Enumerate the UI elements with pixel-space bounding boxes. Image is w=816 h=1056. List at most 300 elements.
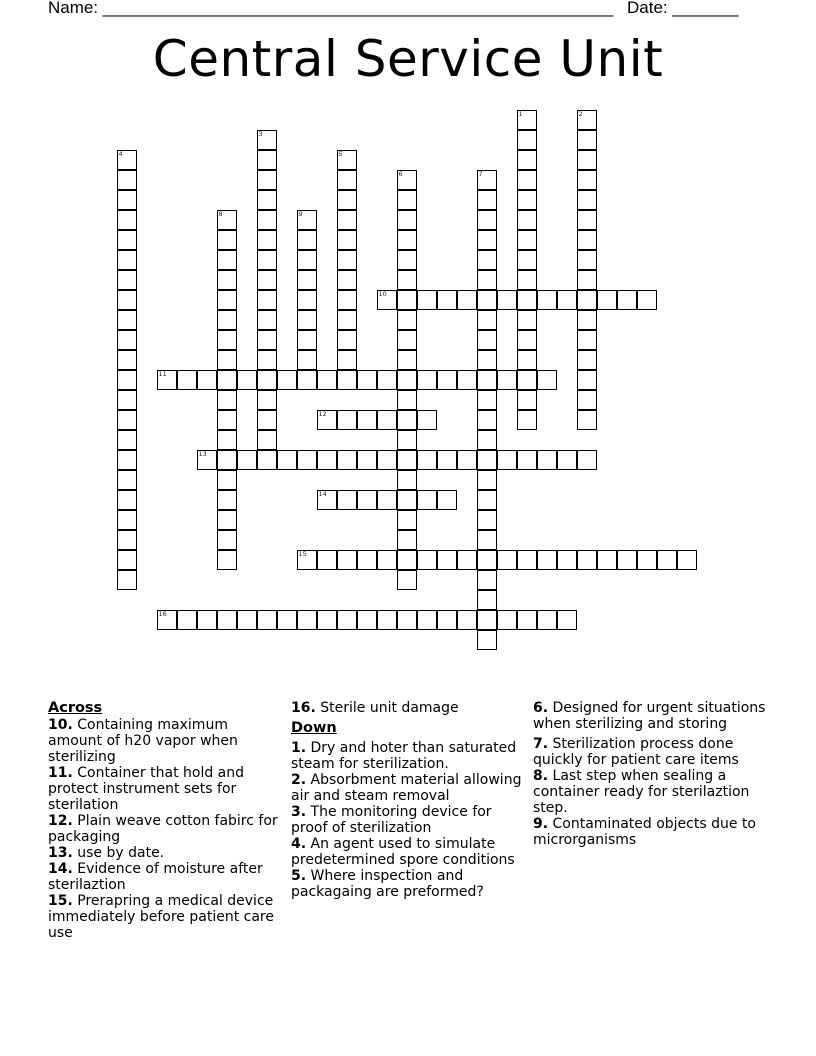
crossword-cell[interactable] <box>257 370 277 390</box>
crossword-cell[interactable] <box>217 330 237 350</box>
clue-text: Designed for urgent situations when sterilizing and storing <box>533 700 766 732</box>
crossword-cell[interactable] <box>677 550 697 570</box>
crossword-cell[interactable] <box>417 410 437 430</box>
crossword-cell[interactable] <box>357 410 377 430</box>
clue-text: Container that hold and protect instrument sets for sterilation <box>48 765 245 813</box>
crossword-cell[interactable] <box>517 330 537 350</box>
crossword-cell[interactable] <box>277 370 297 390</box>
crossword-cell[interactable] <box>397 270 417 290</box>
crossword-cell[interactable] <box>517 170 537 190</box>
crossword-cell[interactable] <box>577 230 597 250</box>
crossword-cell[interactable] <box>357 610 377 630</box>
crossword-cell[interactable] <box>117 430 137 450</box>
down-heading: Down <box>291 720 337 736</box>
crossword-cell[interactable] <box>257 610 277 630</box>
crossword-cell[interactable] <box>477 270 497 290</box>
clue-number: 14. <box>48 861 73 877</box>
crossword-cell[interactable] <box>337 170 357 190</box>
crossword-cell[interactable] <box>517 250 537 270</box>
crossword-cell[interactable] <box>237 610 257 630</box>
crossword-cell[interactable] <box>577 250 597 270</box>
crossword-cell[interactable] <box>477 250 497 270</box>
crossword-cell[interactable] <box>217 310 237 330</box>
crossword-cell[interactable] <box>477 210 497 230</box>
crossword-cell[interactable] <box>277 610 297 630</box>
crossword-cell[interactable] <box>577 210 597 230</box>
cell-number: 13 <box>198 449 207 458</box>
crossword-cell[interactable] <box>397 170 417 190</box>
crossword-cell[interactable] <box>577 550 597 570</box>
crossword-cell[interactable] <box>257 430 277 450</box>
crossword-cell[interactable] <box>397 350 417 370</box>
crossword-cell[interactable] <box>517 450 537 470</box>
crossword-cell[interactable] <box>477 570 497 590</box>
crossword-cell[interactable] <box>477 510 497 530</box>
crossword-cell[interactable] <box>417 610 437 630</box>
clue-across-15 <box>48 893 283 941</box>
crossword-cell[interactable] <box>177 610 197 630</box>
crossword-cell[interactable] <box>217 490 237 510</box>
crossword-cell[interactable] <box>397 430 417 450</box>
crossword-cell[interactable] <box>577 450 597 470</box>
crossword-cell[interactable] <box>397 450 417 470</box>
crossword-cell[interactable] <box>537 370 557 390</box>
crossword-cell[interactable] <box>177 370 197 390</box>
crossword-cell[interactable] <box>577 370 597 390</box>
crossword-cell[interactable] <box>477 630 497 650</box>
clue-down-3 <box>291 804 531 836</box>
crossword-cell[interactable] <box>617 550 637 570</box>
crossword-cell[interactable] <box>337 310 357 330</box>
clue-across-14 <box>48 861 283 893</box>
crossword-cell[interactable] <box>297 450 317 470</box>
crossword-cell[interactable] <box>577 350 597 370</box>
crossword-cell[interactable] <box>257 210 277 230</box>
crossword-cell[interactable] <box>477 530 497 550</box>
crossword-cell[interactable] <box>237 450 257 470</box>
crossword-cell[interactable] <box>117 330 137 350</box>
crossword-cell[interactable] <box>577 190 597 210</box>
crossword-cell[interactable] <box>337 450 357 470</box>
clue-across-16 <box>291 700 531 716</box>
crossword-cell[interactable] <box>397 510 417 530</box>
crossword-cell[interactable] <box>557 450 577 470</box>
crossword-cell[interactable] <box>417 290 437 310</box>
crossword-cell[interactable] <box>337 330 357 350</box>
crossword-cell[interactable] <box>477 470 497 490</box>
crossword-cell[interactable] <box>477 290 497 310</box>
clue-number: 6. <box>533 700 549 716</box>
crossword-cell[interactable] <box>317 550 337 570</box>
cell-number: 14 <box>318 489 327 498</box>
clue-number: 3. <box>291 804 307 820</box>
crossword-cell[interactable] <box>117 210 137 230</box>
crossword-cell[interactable] <box>477 230 497 250</box>
crossword-cell[interactable] <box>577 150 597 170</box>
cell-number: 3 <box>258 129 263 138</box>
page-title: Central Service Unit <box>152 30 664 88</box>
clue-down-2 <box>291 772 531 804</box>
crossword-cell[interactable] <box>517 130 537 150</box>
crossword-cell[interactable] <box>337 290 357 310</box>
crossword-cell[interactable] <box>197 450 217 470</box>
crossword-cell[interactable] <box>397 390 417 410</box>
crossword-cell[interactable] <box>257 410 277 430</box>
crossword-cell[interactable] <box>477 350 497 370</box>
clue-down-4 <box>291 836 531 868</box>
crossword-cell[interactable] <box>577 130 597 150</box>
crossword-cell[interactable] <box>517 550 537 570</box>
crossword-cell[interactable] <box>377 370 397 390</box>
crossword-cell[interactable] <box>297 550 317 570</box>
crossword-cell[interactable] <box>637 550 657 570</box>
cell-number: 1 <box>518 109 523 118</box>
crossword-cell[interactable] <box>517 270 537 290</box>
crossword-cell[interactable] <box>257 190 277 210</box>
crossword-cell[interactable] <box>397 610 417 630</box>
crossword-cell[interactable] <box>117 470 137 490</box>
crossword-cell[interactable] <box>317 370 337 390</box>
crossword-cell[interactable] <box>577 110 597 130</box>
crossword-cell[interactable] <box>317 610 337 630</box>
date-field-label[interactable]: Date: _______ <box>627 0 739 17</box>
clue-number: 9. <box>533 816 549 832</box>
crossword-cell[interactable] <box>217 550 237 570</box>
clues-column-1 <box>48 700 283 941</box>
crossword-cell[interactable] <box>157 370 177 390</box>
crossword-cell[interactable] <box>257 170 277 190</box>
crossword-cell[interactable] <box>637 290 657 310</box>
crossword-cell[interactable] <box>337 250 357 270</box>
crossword-cell[interactable] <box>497 290 517 310</box>
crossword-cell[interactable] <box>257 330 277 350</box>
crossword-cell[interactable] <box>417 550 437 570</box>
crossword-cell[interactable] <box>397 370 417 390</box>
crossword-cell[interactable] <box>377 410 397 430</box>
crossword-cell[interactable] <box>297 290 317 310</box>
cell-number: 12 <box>318 409 327 418</box>
crossword-cell[interactable] <box>477 450 497 470</box>
crossword-cell[interactable] <box>357 550 377 570</box>
clue-number: 5. <box>291 868 307 884</box>
crossword-cell[interactable] <box>117 370 137 390</box>
crossword-cell[interactable] <box>217 450 237 470</box>
crossword-cell[interactable] <box>457 550 477 570</box>
clue-across-10 <box>48 717 283 765</box>
crossword-cell[interactable] <box>417 450 437 470</box>
crossword-cell[interactable] <box>457 370 477 390</box>
crossword-cell[interactable] <box>297 610 317 630</box>
clue-text: The monitoring device for proof of sterilization <box>291 804 492 836</box>
clue-across-12 <box>48 813 283 845</box>
crossword-cell[interactable] <box>337 190 357 210</box>
crossword-cell[interactable] <box>577 170 597 190</box>
crossword-cell[interactable] <box>217 430 237 450</box>
crossword-cell[interactable] <box>117 530 137 550</box>
crossword-cell[interactable] <box>497 370 517 390</box>
crossword-cell[interactable] <box>117 390 137 410</box>
crossword-cell[interactable] <box>577 330 597 350</box>
crossword-cell[interactable] <box>557 610 577 630</box>
crossword-cell[interactable] <box>477 170 497 190</box>
crossword-cell[interactable] <box>417 370 437 390</box>
crossword-cell[interactable] <box>437 450 457 470</box>
crossword-cell[interactable] <box>517 390 537 410</box>
crossword-cell[interactable] <box>517 310 537 330</box>
clue-number: 16. <box>291 700 316 716</box>
crossword-cell[interactable] <box>297 310 317 330</box>
crossword-cell[interactable] <box>257 130 277 150</box>
crossword-cell[interactable] <box>437 550 457 570</box>
crossword-cell[interactable] <box>217 230 237 250</box>
crossword-cell[interactable] <box>397 530 417 550</box>
crossword-cell[interactable] <box>657 550 677 570</box>
clue-number: 1. <box>291 740 307 756</box>
crossword-cell[interactable] <box>337 490 357 510</box>
crossword-cell[interactable] <box>297 330 317 350</box>
crossword-cell[interactable] <box>297 250 317 270</box>
crossword-cell[interactable] <box>397 190 417 210</box>
cell-number: 5 <box>338 149 343 158</box>
crossword-cell[interactable] <box>277 450 297 470</box>
crossword-cell[interactable] <box>217 370 237 390</box>
crossword-cell[interactable] <box>357 490 377 510</box>
crossword-cell[interactable] <box>357 450 377 470</box>
cell-number: 15 <box>298 549 307 558</box>
crossword-cell[interactable] <box>217 610 237 630</box>
crossword-cell[interactable] <box>437 610 457 630</box>
crossword-cell[interactable] <box>117 230 137 250</box>
crossword-cell[interactable] <box>497 550 517 570</box>
cell-number: 7 <box>478 169 483 178</box>
crossword-cell[interactable] <box>397 230 417 250</box>
crossword-cell[interactable] <box>397 570 417 590</box>
crossword-cell[interactable] <box>337 410 357 430</box>
crossword-cell[interactable] <box>517 370 537 390</box>
crossword-cell[interactable] <box>537 610 557 630</box>
crossword-cell[interactable] <box>257 250 277 270</box>
crossword-cell[interactable] <box>117 550 137 570</box>
clue-number: 12. <box>48 813 73 829</box>
crossword-cell[interactable] <box>397 330 417 350</box>
crossword-cell[interactable] <box>197 370 217 390</box>
crossword-cell[interactable] <box>577 310 597 330</box>
crossword-cell[interactable] <box>257 390 277 410</box>
clue-number: 8. <box>533 768 549 784</box>
crossword-cell[interactable] <box>617 290 637 310</box>
clue-text: Evidence of moisture after sterilaztion <box>48 861 263 893</box>
crossword-cell[interactable] <box>517 290 537 310</box>
crossword-cell[interactable] <box>117 450 137 470</box>
crossword-cell[interactable] <box>117 570 137 590</box>
crossword-cell[interactable] <box>217 530 237 550</box>
crossword-cell[interactable] <box>117 490 137 510</box>
crossword-cell[interactable] <box>217 470 237 490</box>
crossword-cell[interactable] <box>597 290 617 310</box>
crossword-cell[interactable] <box>397 210 417 230</box>
crossword-cell[interactable] <box>377 450 397 470</box>
cell-number: 4 <box>118 149 123 158</box>
crossword-cell[interactable] <box>557 550 577 570</box>
crossword-cell[interactable] <box>457 610 477 630</box>
name-field-label[interactable]: Name: ______________________________________________________ <box>48 0 614 17</box>
crossword-cell[interactable] <box>257 450 277 470</box>
crossword-cell[interactable] <box>577 270 597 290</box>
crossword-cell[interactable] <box>297 230 317 250</box>
cell-number: 2 <box>578 109 583 118</box>
crossword-cell[interactable] <box>337 150 357 170</box>
crossword-cell[interactable] <box>257 150 277 170</box>
clue-number: 15. <box>48 893 73 909</box>
crossword-cell[interactable] <box>337 370 357 390</box>
crossword-cell[interactable] <box>437 370 457 390</box>
crossword-cell[interactable] <box>577 410 597 430</box>
crossword-cell[interactable] <box>257 230 277 250</box>
crossword-cell[interactable] <box>517 410 537 430</box>
cell-number: 11 <box>158 369 167 378</box>
crossword-cell[interactable] <box>357 370 377 390</box>
crossword-cell[interactable] <box>477 190 497 210</box>
crossword-cell[interactable] <box>477 550 497 570</box>
clue-text: Contaminated objects due to microrganisms <box>533 816 756 848</box>
crossword-cell[interactable] <box>257 270 277 290</box>
cell-number: 8 <box>218 209 223 218</box>
clue-number: 4. <box>291 836 307 852</box>
clue-text: use by date. <box>77 845 165 861</box>
crossword-cell[interactable] <box>517 610 537 630</box>
crossword-cell[interactable] <box>297 350 317 370</box>
crossword-cell[interactable] <box>117 250 137 270</box>
clues-column-2 <box>291 700 531 900</box>
crossword-cell[interactable] <box>217 210 237 230</box>
crossword-cell[interactable] <box>337 270 357 290</box>
crossword-cell[interactable] <box>397 250 417 270</box>
clue-text: Sterilization process done quickly for patient care items <box>533 736 739 768</box>
crossword-cell[interactable] <box>537 450 557 470</box>
crossword-cell[interactable] <box>117 350 137 370</box>
crossword-cell[interactable] <box>217 290 237 310</box>
crossword-cell[interactable] <box>217 270 237 290</box>
crossword-cell[interactable] <box>337 610 357 630</box>
clue-number: 11. <box>48 765 73 781</box>
clue-down-8 <box>533 768 773 816</box>
clue-across-11 <box>48 765 283 813</box>
crossword-cell[interactable] <box>337 210 357 230</box>
crossword-cell[interactable] <box>377 550 397 570</box>
crossword-cell[interactable] <box>477 370 497 390</box>
crossword-cell[interactable] <box>537 550 557 570</box>
crossword-cell[interactable] <box>397 550 417 570</box>
crossword-cell[interactable] <box>117 150 137 170</box>
crossword-cell[interactable] <box>317 450 337 470</box>
crossword-cell[interactable] <box>497 610 517 630</box>
crossword-cell[interactable] <box>157 610 177 630</box>
crossword-cell[interactable] <box>317 490 337 510</box>
crossword-cell[interactable] <box>477 490 497 510</box>
crossword-cell[interactable] <box>257 310 277 330</box>
crossword-cell[interactable] <box>397 310 417 330</box>
crossword-cell[interactable] <box>477 610 497 630</box>
crossword-cell[interactable] <box>497 450 517 470</box>
crossword-cell[interactable] <box>537 290 557 310</box>
clue-text: Absorbment material allowing air and steam removal <box>291 772 522 804</box>
crossword-cell[interactable] <box>417 490 437 510</box>
crossword-cell[interactable] <box>477 390 497 410</box>
crossword-cell[interactable] <box>117 270 137 290</box>
crossword-cell[interactable] <box>337 230 357 250</box>
crossword-cell[interactable] <box>117 190 137 210</box>
crossword-cell[interactable] <box>197 610 217 630</box>
crossword-cell[interactable] <box>117 410 137 430</box>
crossword-cell[interactable] <box>217 410 237 430</box>
crossword-cell[interactable] <box>577 390 597 410</box>
crossword-cell[interactable] <box>297 210 317 230</box>
crossword-cell[interactable] <box>337 550 357 570</box>
crossword-cell[interactable] <box>217 510 237 530</box>
crossword-cell[interactable] <box>117 290 137 310</box>
clue-number: 13. <box>48 845 73 861</box>
crossword-cell[interactable] <box>477 410 497 430</box>
crossword-cell[interactable] <box>297 270 317 290</box>
crossword-cell[interactable] <box>377 290 397 310</box>
crossword-cell[interactable] <box>517 210 537 230</box>
clue-text: Last step when sealing a container ready for sterilaztion step. <box>533 768 750 816</box>
crossword-cell[interactable] <box>337 350 357 370</box>
crossword-cell[interactable] <box>517 190 537 210</box>
crossword-cell[interactable] <box>237 370 257 390</box>
crossword-cell[interactable] <box>477 310 497 330</box>
crossword-cell[interactable] <box>477 430 497 450</box>
crossword-cell[interactable] <box>377 610 397 630</box>
clue-text: Prerapring a medical device immediately before patient care use <box>48 893 274 941</box>
crossword-cell[interactable] <box>397 410 417 430</box>
crossword-cell[interactable] <box>397 490 417 510</box>
crossword-cell[interactable] <box>457 290 477 310</box>
cell-number: 10 <box>378 289 387 298</box>
clue-text: Where inspection and packagaing are preformed? <box>291 868 484 900</box>
crossword-cell[interactable] <box>217 250 237 270</box>
crossword-cell[interactable] <box>577 290 597 310</box>
across-heading: Across <box>48 700 103 716</box>
crossword-cell[interactable] <box>437 490 457 510</box>
crossword-cell[interactable] <box>217 350 237 370</box>
crossword-cell[interactable] <box>557 290 577 310</box>
crossword-cell[interactable] <box>117 510 137 530</box>
crossword-cell[interactable] <box>257 290 277 310</box>
cell-number: 9 <box>298 209 303 218</box>
clue-down-1 <box>291 740 531 772</box>
crossword-cell[interactable] <box>217 390 237 410</box>
crossword-cell[interactable] <box>517 230 537 250</box>
crossword-cell[interactable] <box>597 550 617 570</box>
crossword-cell[interactable] <box>477 590 497 610</box>
crossword-cell[interactable] <box>317 410 337 430</box>
crossword-cell[interactable] <box>457 450 477 470</box>
crossword-cell[interactable] <box>257 350 277 370</box>
crossword-cell[interactable] <box>297 370 317 390</box>
crossword-cell[interactable] <box>517 150 537 170</box>
crossword-cell[interactable] <box>517 110 537 130</box>
crossword-cell[interactable] <box>397 470 417 490</box>
crossword-cell[interactable] <box>437 290 457 310</box>
crossword-cell[interactable] <box>117 170 137 190</box>
crossword-cell[interactable] <box>117 310 137 330</box>
crossword-cell[interactable] <box>477 330 497 350</box>
clue-number: 2. <box>291 772 307 788</box>
crossword-cell[interactable] <box>517 350 537 370</box>
crossword-cell[interactable] <box>397 290 417 310</box>
crossword-cell[interactable] <box>377 490 397 510</box>
